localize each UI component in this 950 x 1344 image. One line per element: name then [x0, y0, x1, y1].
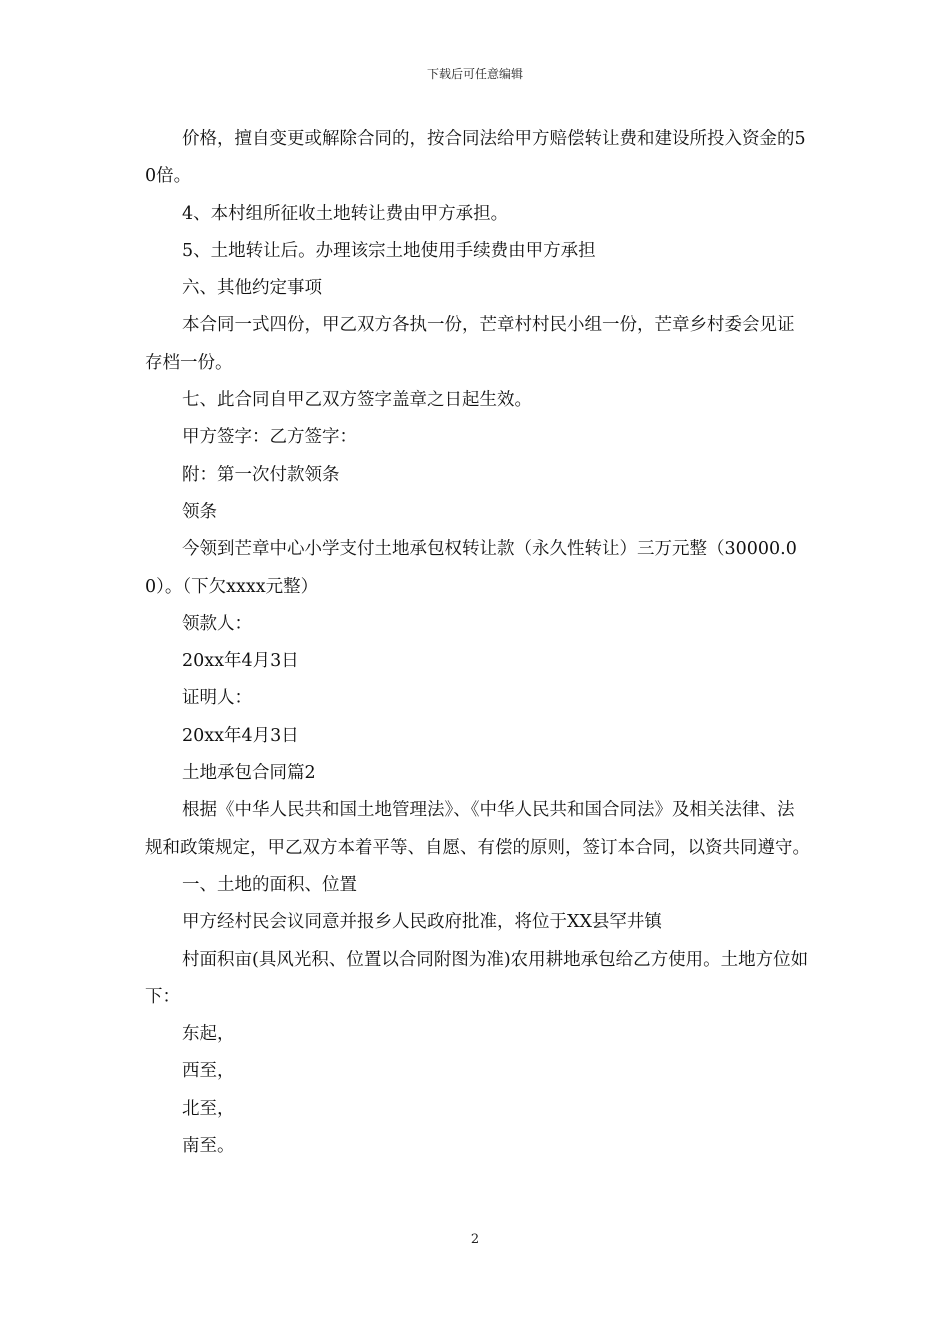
paragraph-area: 村面积亩(具风光积、位置以合同附图为准)农用耕地承包给乙方使用。土地方位如下：	[145, 949, 809, 1007]
receipt-title: 领条	[182, 501, 217, 522]
contract-title: 土地承包合同篇2	[182, 763, 316, 784]
boundary-south: 南至。	[182, 1136, 235, 1157]
signature-line: 甲方签字：乙方签字：	[182, 427, 357, 448]
paragraph-1: 价格，擅自变更或解除合同的，按合同法给甲方赔偿转让费和建设所投入资金的50倍。	[145, 129, 806, 187]
boundary-north: 北至，	[182, 1098, 235, 1119]
witness-line: 证明人：	[182, 688, 252, 709]
receipt-body: 今领到芒章中心小学支付土地承包权转让款（永久性转让）三万元整（30000.00）。（下欠xxxx元整）	[145, 539, 797, 597]
paragraph-3: 5、土地转让后。办理该宗土地使用手续费由甲方承担	[182, 240, 596, 261]
attachment-line: 附：第一次付款领条	[182, 464, 340, 485]
payee-line: 领款人：	[182, 613, 252, 634]
boundary-west: 西至，	[182, 1061, 235, 1082]
page-number: 2	[470, 1232, 480, 1247]
section-heading-6: 六、其他约定事项	[182, 278, 322, 299]
section-heading-7: 七、此合同自甲乙双方签字盖章之日起生效。	[182, 390, 532, 411]
date-line-2: 20xx年4月3日	[182, 725, 299, 746]
date-line-1: 20xx年4月3日	[182, 651, 299, 672]
boundary-east: 东起，	[182, 1024, 235, 1045]
document-body	[145, 121, 810, 1165]
section-heading-1: 一、土地的面积、位置	[182, 874, 357, 895]
paragraph-2: 4、本村组所征收土地转让费由甲方承担。	[182, 203, 509, 224]
paragraph-legal-basis: 根据《中华人民共和国土地管理法》、《中华人民共和国合同法》及相关法律、法规和政策规定，甲乙双方本着平等、自愿、有偿的原则，签订本合同，以资共同遵守。	[145, 800, 810, 858]
paragraph-4: 本合同一式四份，甲乙双方各执一份，芒章村村民小组一份，芒章乡村委会见证存档一份。	[145, 315, 795, 373]
page-header: 下载后可任意编辑	[426, 67, 523, 81]
paragraph-approval: 甲方经村民会议同意并报乡人民政府批准，将位于XX县罕井镇	[182, 912, 662, 933]
